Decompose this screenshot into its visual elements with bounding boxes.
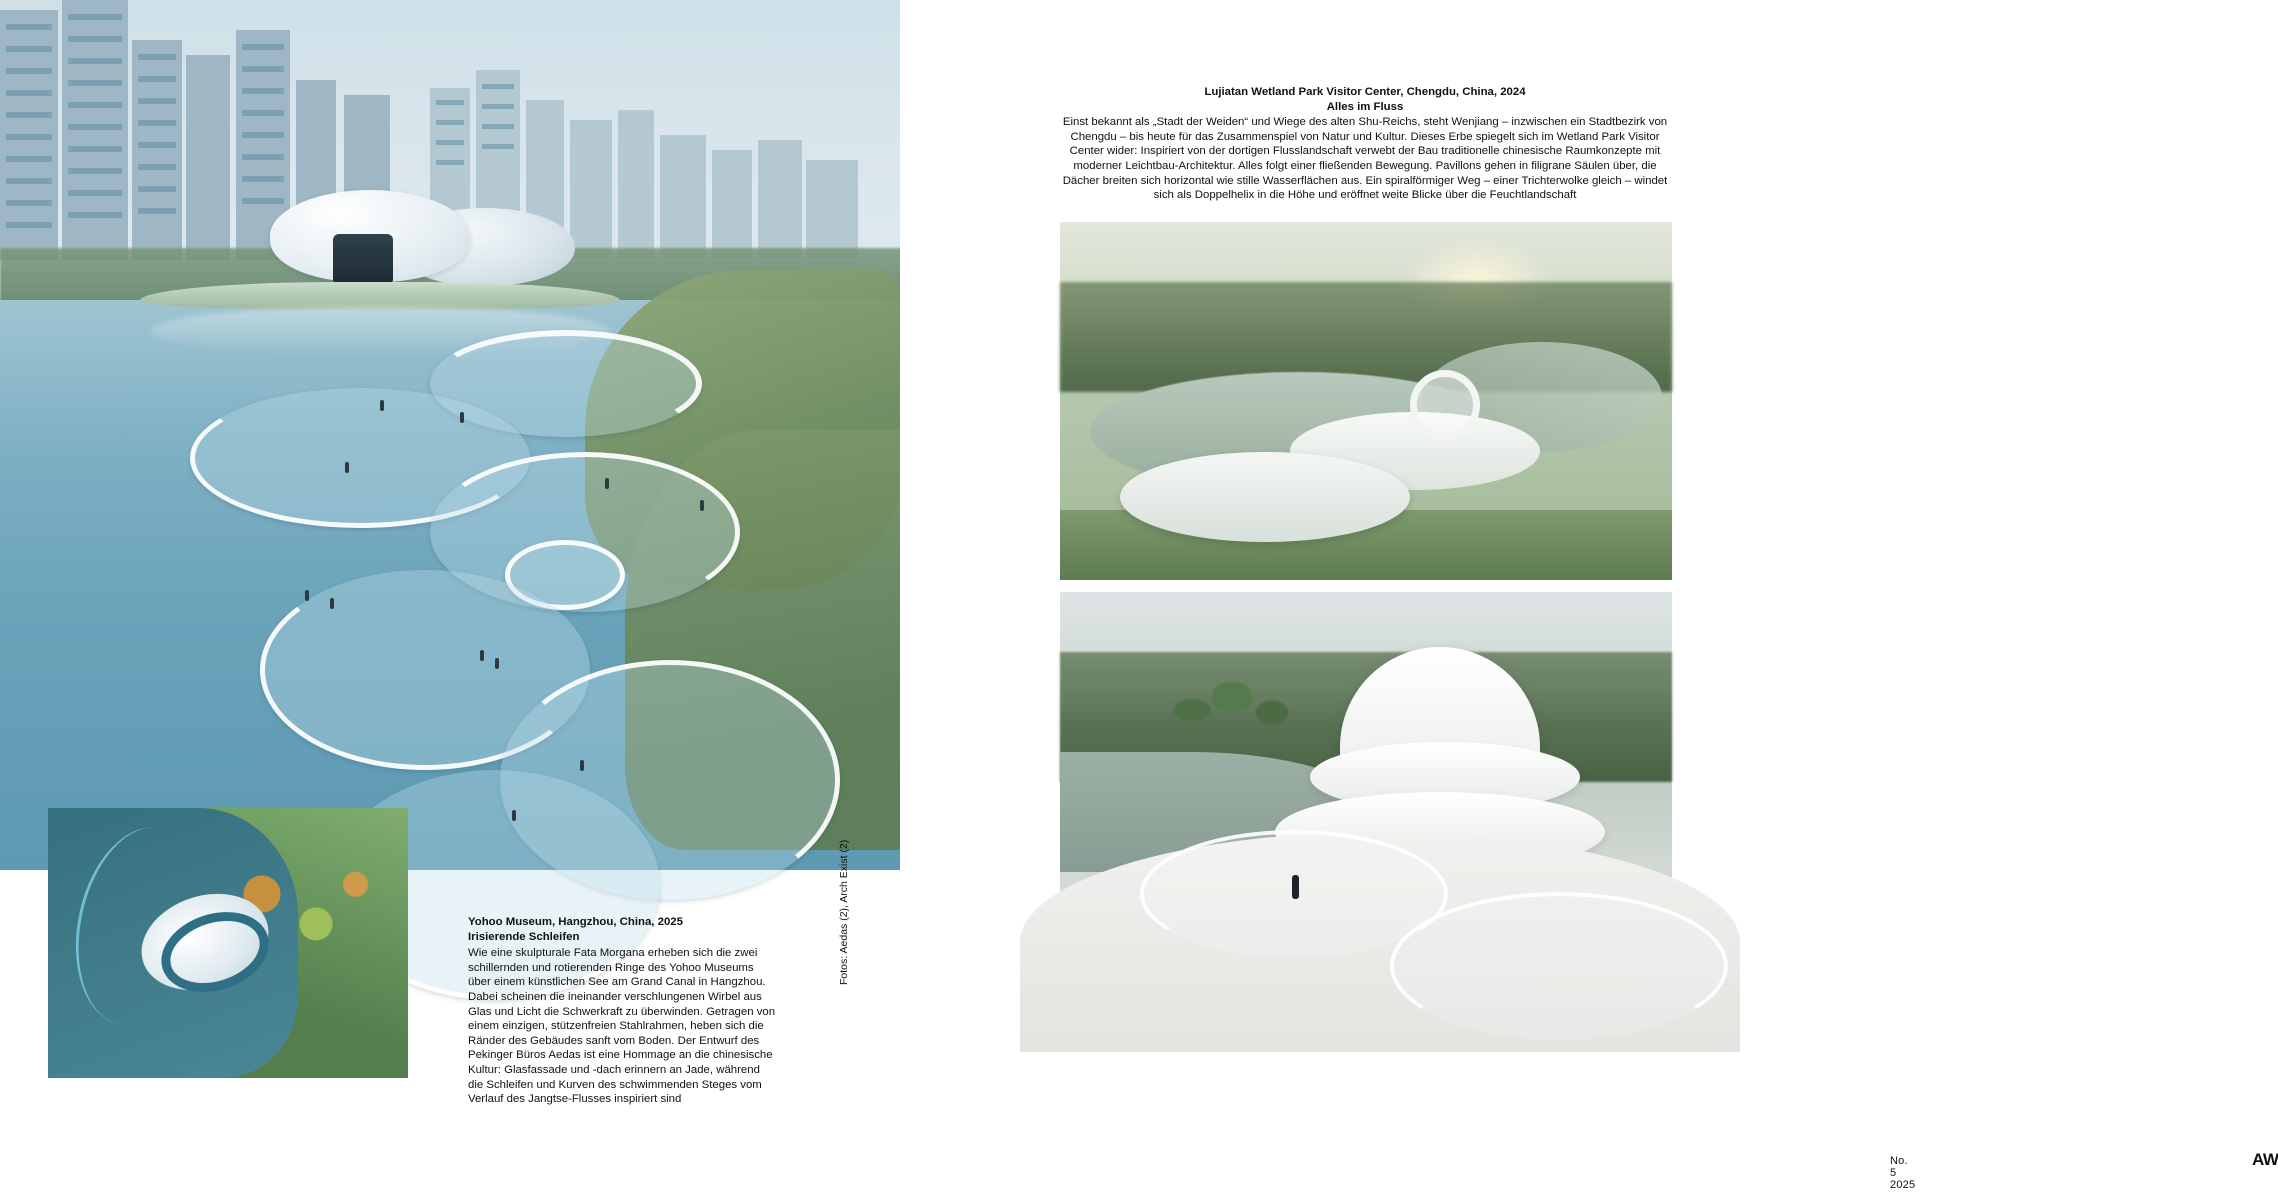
pedestrian: [480, 650, 484, 661]
pedestrian: [345, 462, 349, 473]
pedestrian: [605, 478, 609, 489]
right-body-text: Einst bekannt als „Stadt der Weiden“ und Wiege des alten Shu-Reichs, steht Wenjiang – inzwischen ein Stadtbezirk von Chengdu – bis heute für das Zusammenspiel von Natur und Kultur. Dieses Erbe spiegelt sich im Wetland Park Visitor Center wider: Inspiriert von der dortigen Flusslandschaft verwebt der Bau traditionelle chinesische Raumkonzepte mit moderner Leichtbau-Architektur. Alles folgt einer fließenden Bewegung. Pavillons gehen in filigrane Säulen über, die Dächer breiten sich horizontal wie stille Wasserflächen aus. Ein spiralförmiger Weg – einer Trichterwolke gleich – windet sich als Doppelhelix in die Höhe und eröffnet weite Blicke über die Feuchtlandschaft: [1062, 116, 1668, 202]
right-subtitle: Alles im Fluss: [1326, 100, 1404, 113]
pedestrian: [495, 658, 499, 669]
pedestrian: [380, 400, 384, 411]
visitor-figure: [1292, 875, 1299, 899]
ramp-railing: [1390, 892, 1728, 1040]
magazine-logo: AW: [2252, 1150, 2278, 1169]
left-page: [0, 0, 900, 1200]
pedestrian: [512, 810, 516, 821]
pedestrian: [330, 598, 334, 609]
visitor-center-tower-photo: [1060, 592, 1672, 992]
visitor-center-aerial-photo: [1060, 222, 1672, 580]
hero-photo: [0, 0, 905, 868]
left-caption: [468, 915, 778, 1107]
pedestrian: [305, 590, 309, 601]
cypress-trees: [1160, 632, 1320, 762]
museum-entrance: [333, 234, 393, 282]
spiral-tower-aerial: [1410, 370, 1480, 440]
left-caption-body: Wie eine skulpturale Fata Morgana erheben sich die zwei schillernden und rotierenden Ringe des Yohoo Museums über einem künstlichen See am Grand Canal in Hangzhou. Dabei scheinen die ineinander verschlungenen Wirbel aus Glas und Licht die Schwerkraft zu überwinden. Getragen von einem einzigen, stützenfreien Stahlrahmen, heben sich die Ränder des Gebäudes sanft vom Boden. Der Entwurf des Pekinger Büros Aedas ist eine Hommage an die chinesische Kultur: Glasfassade und -dach erinnern an Jade, während die Schleifen und Kurven des schwimmenden Steges vom Verlauf des Jangtse-Flusses inspiriert sind: [468, 947, 776, 1106]
photo-credit: Fotos: Aedas (2), Arch Exist (2): [838, 839, 850, 985]
right-title: Lujiatan Wetland Park Visitor Center, Chengdu, China, 2024: [1204, 86, 1526, 98]
right-page: [900, 0, 2278, 1200]
left-caption-subtitle: Irisierende Schleifen: [468, 930, 580, 943]
pedestrian: [460, 412, 464, 423]
inset-aerial-photo: [68, 818, 398, 1058]
left-caption-title: Yohoo Museum, Hangzhou, China, 2025: [468, 916, 683, 928]
pedestrian: [580, 760, 584, 771]
pedestrian: [700, 500, 704, 511]
issue-folio: No. 5 2025: [1890, 1155, 1916, 1191]
right-article-head: [1060, 85, 1670, 203]
pavilion-roof-front: [1120, 452, 1410, 542]
